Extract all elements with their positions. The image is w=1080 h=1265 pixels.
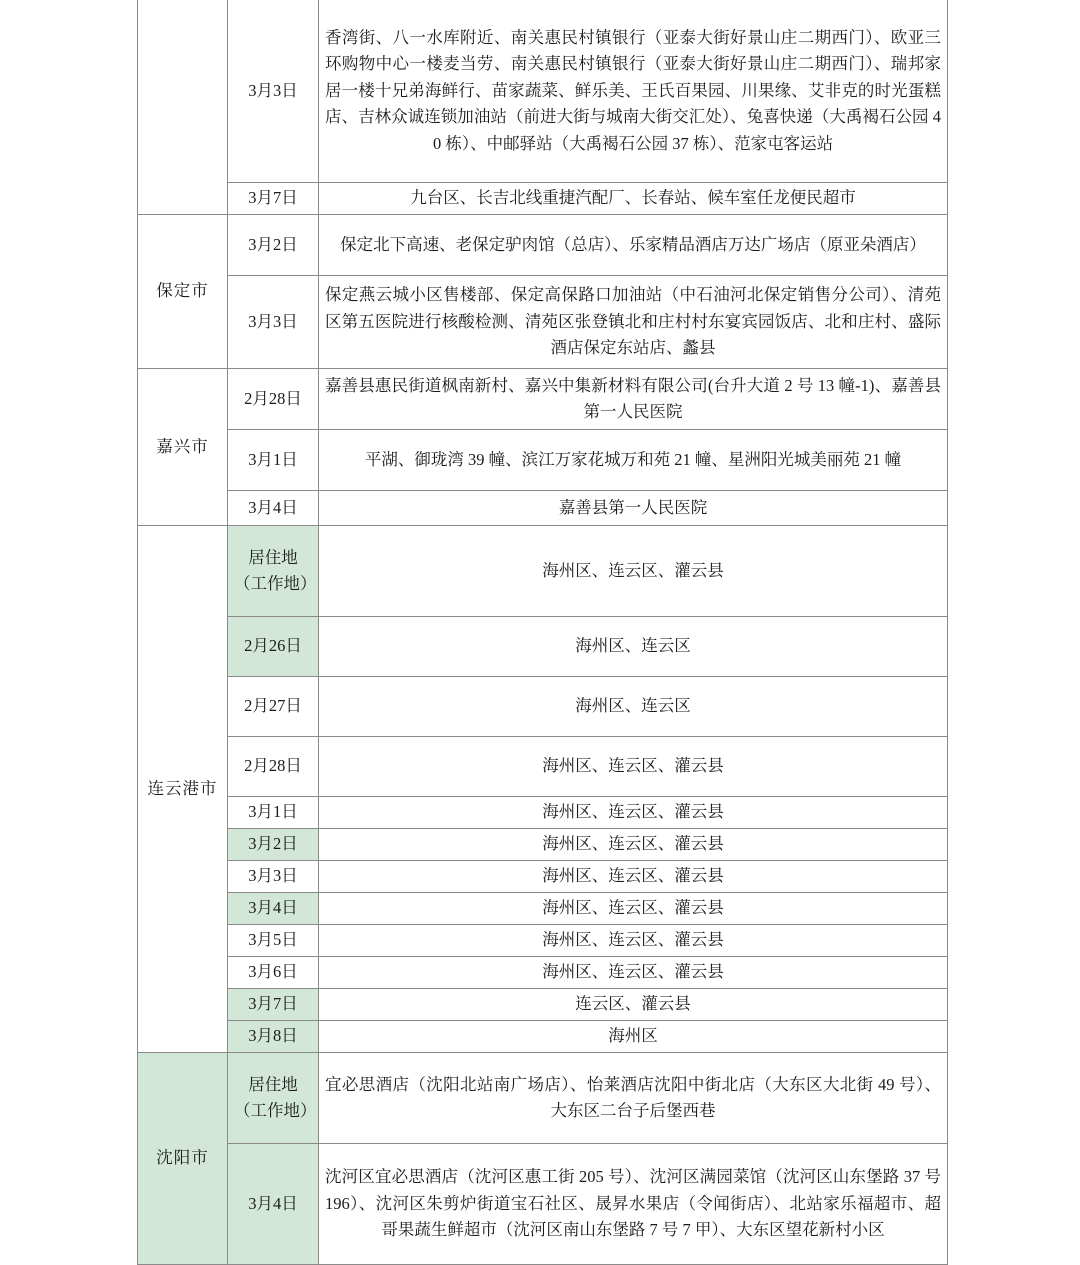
date-cell: 3月7日	[228, 183, 319, 215]
date-cell: 3月2日	[228, 829, 319, 861]
table-row	[138, 677, 948, 737]
date-cell: 3月6日	[228, 957, 319, 989]
place-cell: 九台区、长吉北线重捷汽配厂、长春站、候车室任龙便民超市	[319, 183, 948, 215]
table-row	[138, 526, 948, 617]
date-cell: 2月27日	[228, 677, 319, 737]
date-cell: 居住地（工作地）	[228, 1053, 319, 1144]
table-row	[138, 369, 948, 430]
table-row	[138, 430, 948, 491]
date-cell: 2月26日	[228, 617, 319, 677]
date-cell: 居住地（工作地）	[228, 526, 319, 617]
place-cell: 嘉善县惠民街道枫南新村、嘉兴中集新材料有限公司(台升大道 2 号 13 幢-1)、嘉善县第一人民医院	[319, 369, 948, 430]
date-cell: 3月4日	[228, 1144, 319, 1265]
table-row	[138, 276, 948, 369]
date-cell: 2月28日	[228, 737, 319, 797]
table-row	[138, 861, 948, 893]
date-cell: 3月1日	[228, 430, 319, 491]
place-cell: 海州区、连云区、灌云县	[319, 526, 948, 617]
city-cell: 嘉兴市	[138, 369, 228, 526]
place-cell: 海州区、连云区、灌云县	[319, 737, 948, 797]
table-row	[138, 0, 948, 183]
risk-area-table-body	[138, 0, 948, 1265]
date-cell: 3月8日	[228, 1021, 319, 1053]
date-cell: 3月1日	[228, 797, 319, 829]
table-row	[138, 1053, 948, 1144]
table-row	[138, 893, 948, 925]
place-cell: 保定北下高速、老保定驴肉馆（总店）、乐家精品酒店万达广场店（原亚朵酒店）	[319, 215, 948, 276]
place-cell: 保定燕云城小区售楼部、保定高保路口加油站（中石油河北保定销售分公司）、清苑区第五医院进行核酸检测、清苑区张登镇北和庄村村东宴宾园饭店、北和庄村、盛际酒店保定东站店、蠡县	[319, 276, 948, 369]
table-row	[138, 925, 948, 957]
risk-area-table	[137, 0, 948, 1265]
place-cell: 平湖、御珑湾 39 幢、滨江万家花城万和苑 21 幢、星洲阳光城美丽苑 21 幢	[319, 430, 948, 491]
table-row	[138, 183, 948, 215]
place-cell: 海州区、连云区、灌云县	[319, 893, 948, 925]
date-cell: 3月5日	[228, 925, 319, 957]
date-cell: 3月3日	[228, 0, 319, 183]
place-cell: 嘉善县第一人民医院	[319, 491, 948, 526]
place-cell: 海州区、连云区、灌云县	[319, 797, 948, 829]
city-cell	[138, 0, 228, 215]
city-cell: 连云港市	[138, 526, 228, 1053]
table-row	[138, 989, 948, 1021]
table-row	[138, 617, 948, 677]
place-cell: 海州区、连云区、灌云县	[319, 957, 948, 989]
table-row	[138, 829, 948, 861]
table-row	[138, 957, 948, 989]
date-cell: 3月2日	[228, 215, 319, 276]
city-cell: 保定市	[138, 215, 228, 369]
place-cell: 香湾街、八一水库附近、南关惠民村镇银行（亚泰大街好景山庄二期西门）、欧亚三环购物中心一楼麦当劳、南关惠民村镇银行（亚泰大街好景山庄二期西门）、瑞邦家居一楼十兄弟海鲜行、苗家蔬菜、鲜乐美、王氏百果园、川果缘、艾非克的时光蛋糕店、吉林众诚连锁加油站（前进大街与城南大街交汇处）、兔喜快递（大禹褐石公园 40 栋）、中邮驿站（大禹褐石公园 37 栋）、范家屯客运站	[319, 0, 948, 183]
place-cell: 海州区、连云区、灌云县	[319, 925, 948, 957]
table-row	[138, 491, 948, 526]
date-cell: 3月4日	[228, 491, 319, 526]
date-cell: 3月3日	[228, 276, 319, 369]
table-row	[138, 215, 948, 276]
date-cell: 3月3日	[228, 861, 319, 893]
table-row	[138, 1144, 948, 1265]
risk-area-table-container	[137, 0, 947, 1265]
table-row	[138, 797, 948, 829]
table-row	[138, 1021, 948, 1053]
place-cell: 沈河区宜必思酒店（沈河区惠工街 205 号）、沈河区满园菜馆（沈河区山东堡路 37 号 196）、沈河区朱剪炉街道宝石社区、晟昇水果店（令闻街店）、北站家乐福超市、超哥果蔬生鲜超市（沈河区南山东堡路 7 号 7 甲）、大东区望花新村小区	[319, 1144, 948, 1265]
date-cell: 3月4日	[228, 893, 319, 925]
place-cell: 海州区、连云区、灌云县	[319, 829, 948, 861]
place-cell: 海州区、连云区	[319, 617, 948, 677]
place-cell: 海州区	[319, 1021, 948, 1053]
place-cell: 宜必思酒店（沈阳北站南广场店）、怡莱酒店沈阳中街北店（大东区大北街 49 号）、大东区二台子后堡西巷	[319, 1053, 948, 1144]
date-cell: 2月28日	[228, 369, 319, 430]
table-row	[138, 737, 948, 797]
place-cell: 海州区、连云区、灌云县	[319, 861, 948, 893]
place-cell: 连云区、灌云县	[319, 989, 948, 1021]
date-cell: 3月7日	[228, 989, 319, 1021]
city-cell: 沈阳市	[138, 1053, 228, 1265]
place-cell: 海州区、连云区	[319, 677, 948, 737]
